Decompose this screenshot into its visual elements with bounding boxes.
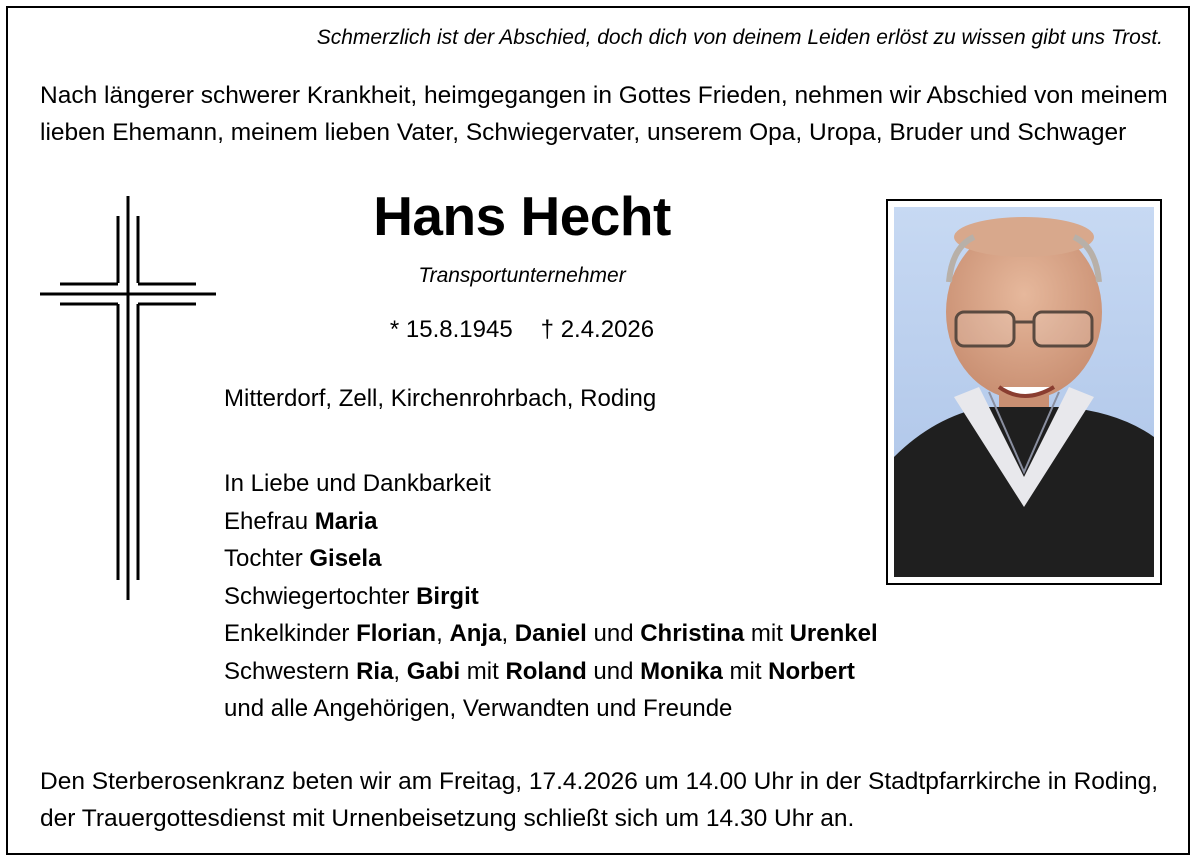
family-member-name: Florian xyxy=(356,620,437,647)
family-member-text: mit xyxy=(722,657,769,685)
motto: Schmerzlich ist der Abschied, doch dich von deinem Leiden erlöst zu wissen gibt uns Trost. xyxy=(316,26,1163,49)
deceased-name: Hans Hecht xyxy=(373,185,671,247)
cross-icon xyxy=(40,196,216,600)
family-member-text: und xyxy=(586,620,641,647)
family-member-text: mit xyxy=(460,657,506,685)
family-member-line xyxy=(224,690,878,728)
funeral-details: Den Sterberosenkranz beten wir am Freitag, 17.4.2026 um 14.00 Uhr in der Stadtpfarrkirche in Roding, der Trauergottesdienst mit Urnenbeisetzung schließt sich um 14.30 Uhr an. xyxy=(40,768,1159,832)
family-member-line xyxy=(224,653,878,691)
family-member-name: Gabi xyxy=(406,657,461,685)
life-dates xyxy=(320,316,724,344)
family-member-text: , xyxy=(393,657,407,685)
family-member-name: Daniel xyxy=(514,620,587,647)
family-member-name: Norbert xyxy=(768,657,855,685)
family-member-text: Tochter xyxy=(224,545,310,572)
family-members xyxy=(224,503,878,728)
family-member-text: mit xyxy=(744,620,790,647)
intro-text: Nach längerer schwerer Krankheit, heimgegangen in Gottes Frieden, nehmen wir Abschied von meinem lieben Ehemann, meinem lieben Vater, Schwiegervater, unserem Opa, Uropa, Bruder und Schwager xyxy=(40,82,1168,146)
family-member-line xyxy=(224,540,878,578)
family-member-line xyxy=(224,578,878,616)
family-member-name: Ria xyxy=(356,657,394,685)
family-member-name: Christina xyxy=(640,620,745,647)
family-member-name: Monika xyxy=(640,657,723,685)
family-list xyxy=(224,465,878,728)
family-member-text: , xyxy=(436,620,450,647)
family-heading: In Liebe und Dankbarkeit xyxy=(224,470,491,497)
family-member-name: Gisela xyxy=(309,545,382,572)
death-date: † 2.4.2026 xyxy=(540,316,655,343)
places: Mitterdorf, Zell, Kirchenrohrbach, Roding xyxy=(224,385,657,412)
family-member-text: und alle Angehörigen, Verwandten und Freunde xyxy=(224,695,733,722)
family-member-text: Schwiegertochter xyxy=(224,582,417,610)
deceased-profession: Transportunternehmer xyxy=(418,264,626,287)
birth-date: * 15.8.1945 xyxy=(389,316,513,343)
family-member-name: Maria xyxy=(314,507,378,535)
family-member-line xyxy=(224,615,878,653)
family-member-name: Roland xyxy=(505,657,587,685)
family-member-text: , xyxy=(501,620,515,647)
family-member-text: Schwestern xyxy=(224,657,357,685)
family-member-name: Anja xyxy=(449,620,502,647)
family-member-text: und xyxy=(586,657,641,685)
family-member-name: Birgit xyxy=(416,582,479,610)
portrait-photo xyxy=(894,207,1154,577)
family-member-name: Urenkel xyxy=(789,620,878,647)
portrait-frame xyxy=(886,199,1162,585)
family-member-text: Ehefrau xyxy=(224,507,315,535)
family-member-text: Enkelkinder xyxy=(224,620,357,647)
family-member-line xyxy=(224,503,878,541)
